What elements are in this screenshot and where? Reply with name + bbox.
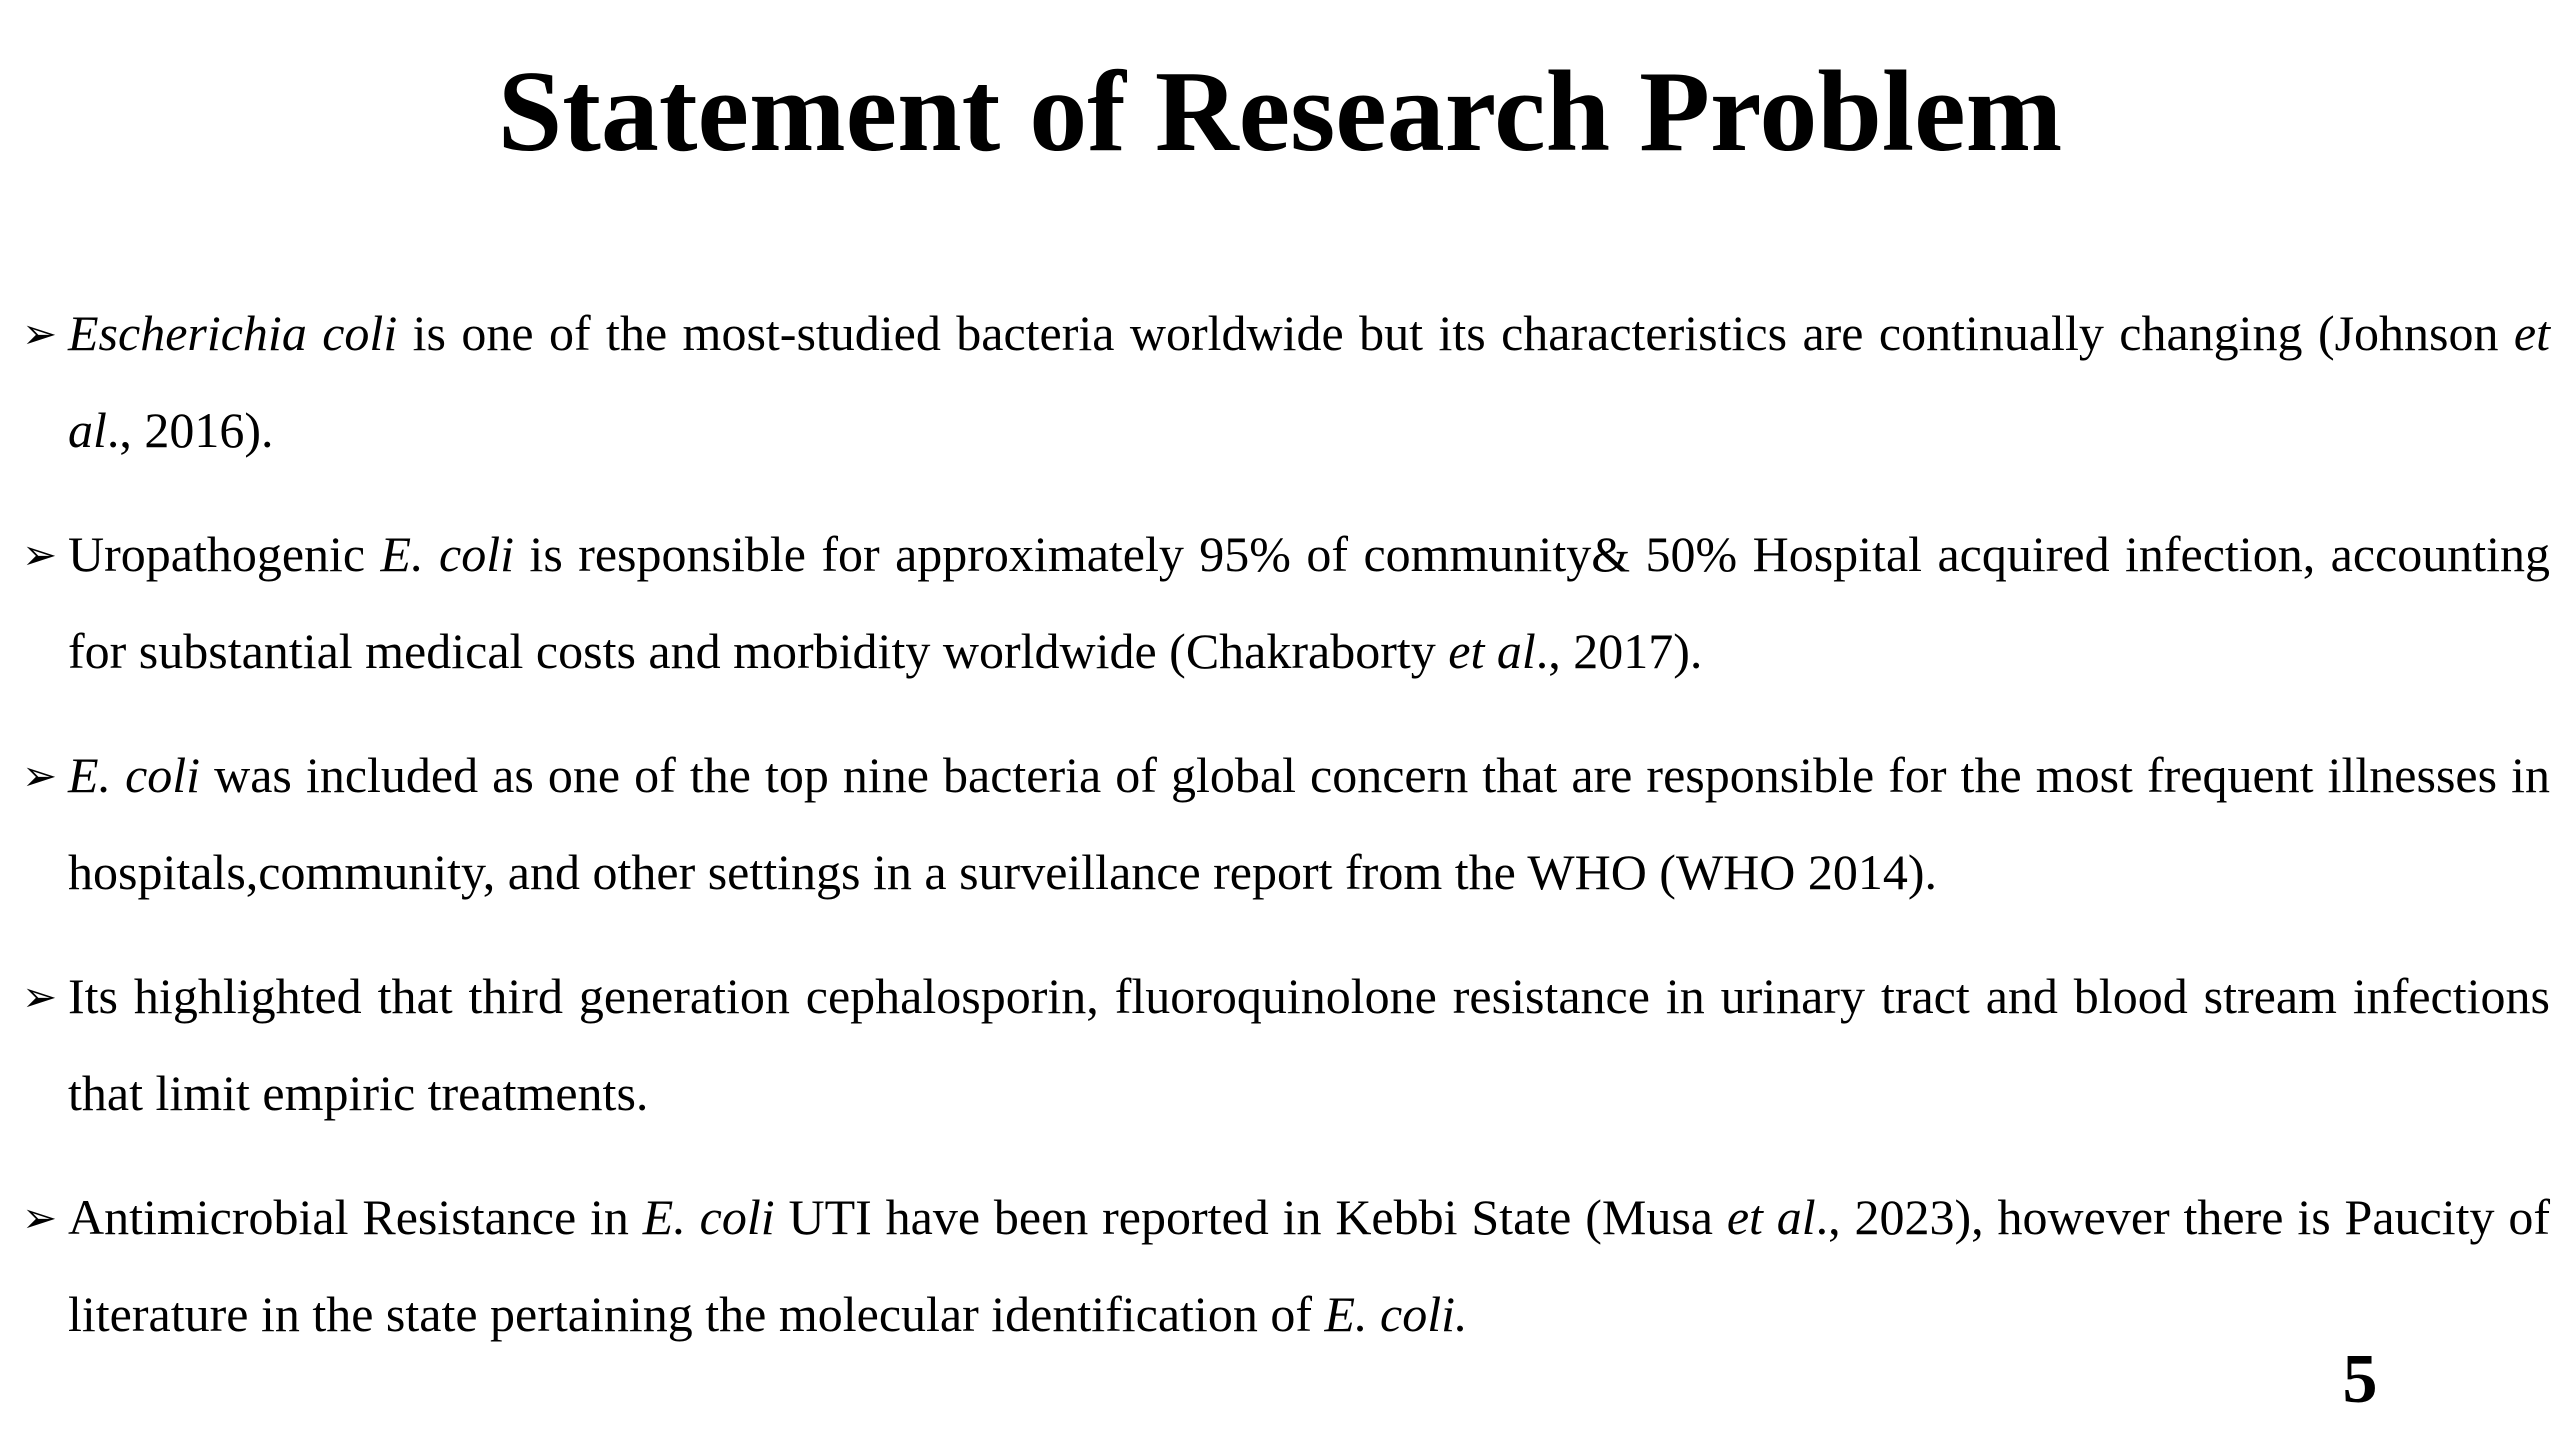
bullet-item-5 (22, 1169, 2550, 1363)
bullet-item-4 (22, 948, 2550, 1142)
bullet-text (68, 305, 2550, 458)
page-number: 5 (2342, 1341, 2378, 1418)
text-segment: is responsible for approximately 95% of community& 50% Hospital acquired infection, accounting for substantial medical costs and morbidity worldwide (Chakraborty (68, 526, 2550, 679)
citation-et-al: et al (1726, 1189, 1816, 1245)
text-segment: is one of the most-studied bacteria worldwide but its characteristics are continually changing (Johnson (397, 305, 2514, 361)
text-segment: UTI have been reported in Kebbi State (Musa (774, 1189, 1727, 1245)
bullet-item-3 (22, 727, 2550, 921)
species-name: E. coli (380, 526, 514, 582)
slide-title: Statement of Research Problem (497, 48, 2063, 176)
text-segment: Uropathogenic (68, 526, 381, 582)
arrowhead-bullet-icon: ➢ (22, 530, 58, 579)
arrowhead-bullet-icon: ➢ (22, 972, 58, 1021)
text-segment: ., 2023), however there is Paucity of literature in the state pertaining the molecular identification of (68, 1189, 2551, 1342)
bullet-text (68, 1189, 2550, 1342)
bullet-item-1 (22, 285, 2550, 479)
bullet-text (68, 968, 2550, 1121)
species-name: E. coli. (1324, 1286, 1468, 1342)
bullet-item-2 (22, 506, 2550, 700)
bullet-text (68, 526, 2550, 679)
text-segment: Antimicrobial Resistance in (68, 1189, 643, 1245)
arrowhead-bullet-icon: ➢ (22, 309, 58, 358)
species-name: E. coli (642, 1189, 775, 1245)
text-segment: ., 2017). (1535, 623, 1703, 679)
arrowhead-bullet-icon: ➢ (22, 1193, 58, 1242)
citation-et-al: et al (1448, 623, 1536, 679)
species-name: E. coli (68, 747, 201, 803)
bullet-list (22, 285, 2550, 1390)
text-segment: ., 2016). (106, 402, 274, 458)
arrowhead-bullet-icon: ➢ (22, 751, 58, 800)
species-name: Escherichia coli (68, 305, 398, 361)
citation-et-al: et al (68, 305, 2551, 458)
text-segment: Its highlighted that third generation cephalosporin, fluoroquinolone resistance in urinary tract and blood stream infections that limit empiric treatments. (68, 968, 2550, 1121)
bullet-text (68, 747, 2550, 900)
text-segment: was included as one of the top nine bacteria of global concern that are responsible for the most frequent illnesses in hospitals,community, and other settings in a surveillance report from the WHO (WHO 2014). (68, 747, 2550, 900)
